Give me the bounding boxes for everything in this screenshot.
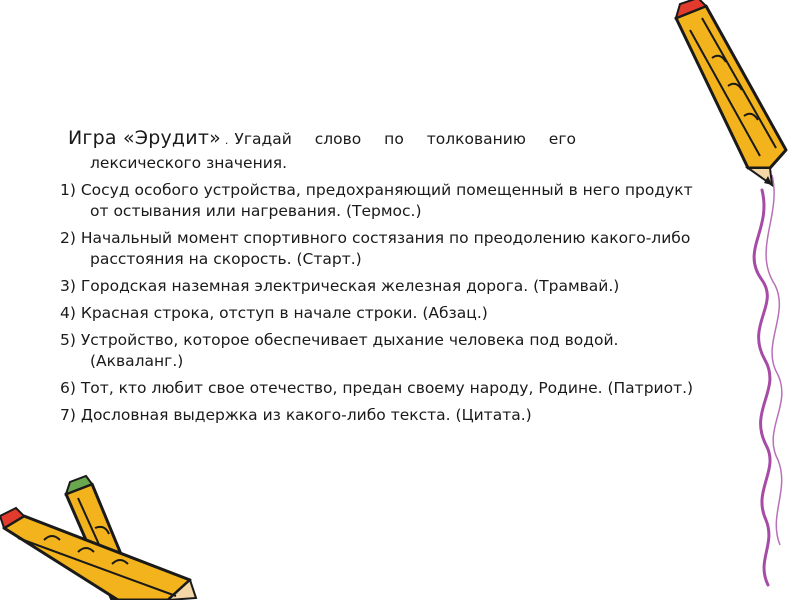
question-item: 5) Устройство, которое обеспечивает дыхание человека под водой. (Акваланг.)	[60, 331, 619, 370]
crossed-pencils-icon	[0, 476, 196, 600]
question-item: 1) Сосуд особого устройства, предохраняющий помещенный в него продукт от остывания или нагревания. (Термос.)	[60, 181, 693, 220]
question-item: 7) Дословная выдержка из какого-либо текста. (Цитата.)	[60, 406, 532, 424]
title-instruction-continued: лексического значения.	[90, 154, 288, 172]
question-item: 2) Начальный момент спортивного состязания по преодолению какого-либо расстояния на скорость. (Старт.)	[60, 229, 691, 268]
squiggle-line	[754, 190, 770, 585]
slide-title: Игра «Эрудит»	[68, 127, 221, 149]
title-separator: .	[224, 134, 229, 147]
title-instruction: Угадай слово по толкованию его	[234, 130, 576, 148]
question-item: 6) Тот, кто любит свое отечество, предан своему народу, Родине. (Патриот.)	[60, 379, 694, 397]
question-item: 4) Красная строка, отступ в начале строки. (Абзац.)	[60, 304, 488, 322]
question-item: 3) Городская наземная электрическая железная дорога. (Трамвай.)	[60, 277, 620, 295]
slide-content	[60, 128, 700, 426]
title-line	[60, 128, 700, 151]
